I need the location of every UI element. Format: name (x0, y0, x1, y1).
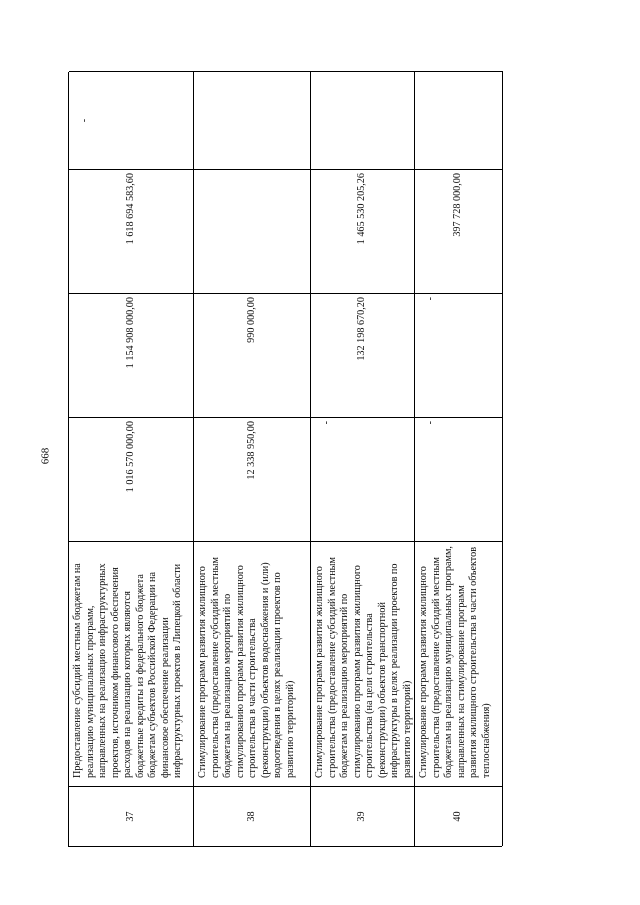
row-description: Стимулирование программ развития жилищного строительства (предоставление субсидий местным бюджетам на реализацию муниципальных программ, направленных на стимулирование программ развития жилищного строительства в части объектов теплоснабжения) (415, 541, 503, 786)
value-cell-3: 1 465 530 205,26 (311, 169, 415, 293)
row-number: 37 (69, 786, 194, 846)
value-cell-4 (194, 71, 311, 169)
value-cell-3: 397 728 000,00 (415, 169, 503, 293)
row-number: 39 (311, 786, 415, 846)
table-rotation-frame (68, 72, 502, 847)
row-number: 40 (415, 786, 503, 846)
table-row (194, 71, 311, 846)
row-description: Стимулирование программ развития жилищного строительства (предоставление субсидий местным бюджетам на реализацию мероприятий по стимулированию программ развития жилищного строительства в части строительства (реконструкции) объектов водоснабжения и (или) водоотведения в целях реализации проектов по развитию территорий) (194, 541, 311, 786)
value-cell-1: 1 016 570 000,00 (69, 417, 194, 541)
row-description: Предоставление субсидий местным бюджетам на реализацию муниципальных программ, направленных на реализацию инфраструктурных проектов, источником финансового обеспечения расходов на реализацию которых являются бюджетные кредиты из федерального бюджета бюджетам субъектов Российской Федерации на финансовое обеспечение реализации инфраструктурных проектов в Липецкой области (69, 541, 194, 786)
value-cell-1: 12 338 950,00 (194, 417, 311, 541)
value-cell-4 (415, 71, 503, 169)
value-cell-2: 132 198 670,20 (311, 293, 415, 417)
value-cell-3 (194, 169, 311, 293)
table-row (311, 71, 415, 846)
value-cell-4 (311, 71, 415, 169)
table-row (415, 71, 503, 846)
value-cell-2: 1 154 908 000,00 (69, 293, 194, 417)
value-cell-1: - (415, 417, 503, 541)
value-cell-2: 990 000,00 (194, 293, 311, 417)
value-cell-4: - (69, 71, 194, 169)
value-cell-1: - (311, 417, 415, 541)
page-number: 668 (39, 447, 52, 465)
budget-table (68, 72, 502, 847)
row-description: Стимулирование программ развития жилищного строительства (предоставление субсидий местным бюджетам на реализацию мероприятий по стимулированию программ развития жилищного строительства (на цели строительства (реконструкции) объектов транспортной инфраструктуры в целях реализации проектов по развитию территорий) (311, 541, 415, 786)
value-cell-2: - (415, 293, 503, 417)
row-number: 38 (194, 786, 311, 846)
value-cell-3: 1 618 694 583,60 (69, 169, 194, 293)
table-row (69, 71, 194, 846)
